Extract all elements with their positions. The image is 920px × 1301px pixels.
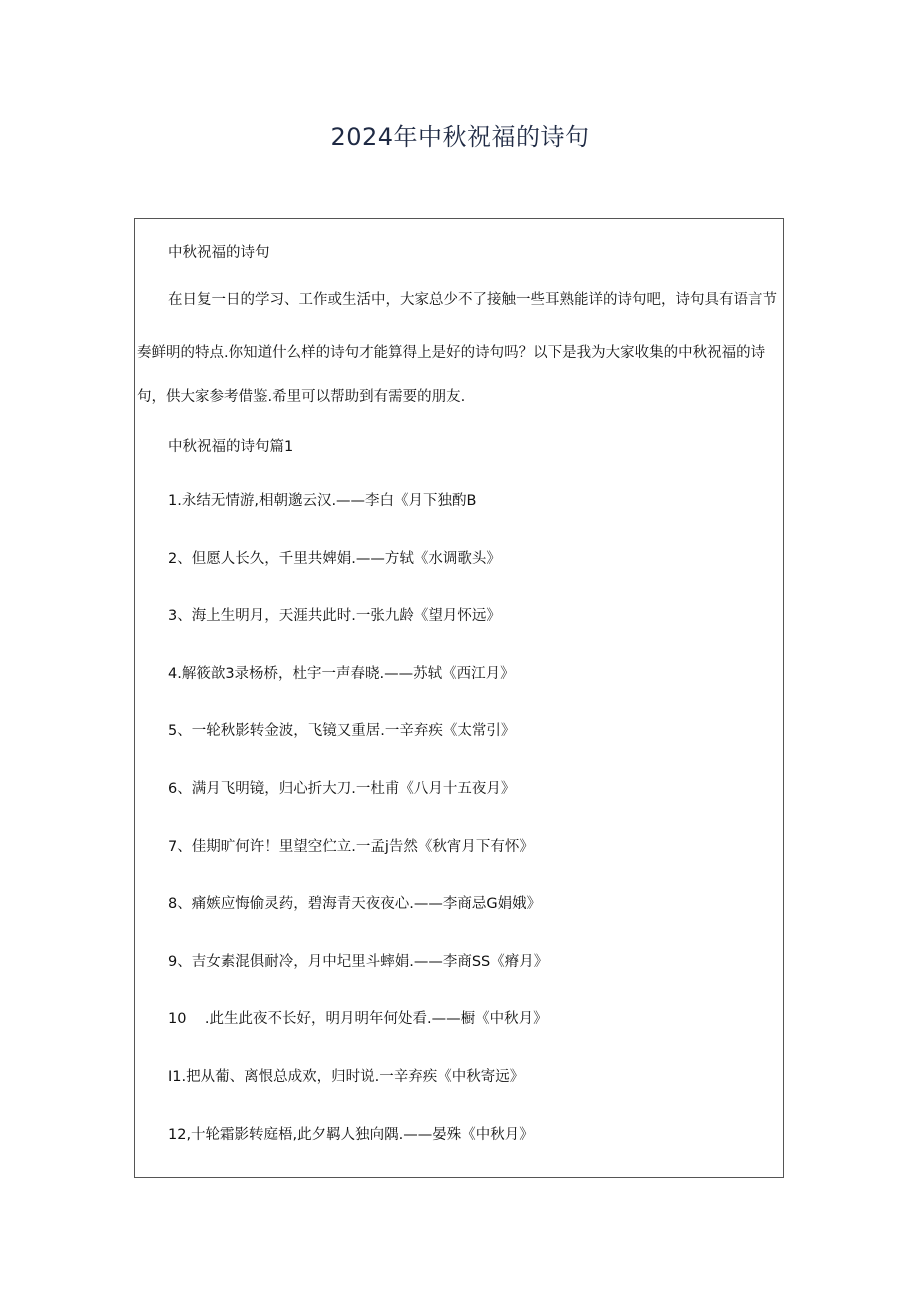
poem-line: 6、满月飞明镜，归心折大刀.一杜甫《八月十五夜月》	[168, 781, 516, 797]
poem-line: 5、一轮秋影转金波，飞镜又重居.一辛弃疾《太常引》	[168, 723, 516, 739]
content-box	[134, 218, 784, 1178]
poem-line: 4.解筱歆3录杨桥，杜宇一声春晓.——苏轼《西江月》	[168, 666, 515, 682]
intro-line-1: 在日复一日的学习、工作或生活中，大家总少不了接触一些耳熟能详的诗句吧，诗句具有语言节	[168, 292, 777, 308]
poem-line: 8、痛嫉应悔偷灵药，碧海青天夜夜心.——李商忌G娟娥》	[168, 896, 542, 912]
poem-line: 12,十轮霜影转庭梧,此夕羁人独向隅.——晏殊《中秋月》	[168, 1127, 534, 1143]
poem-line: 9、吉女素混俱耐冷，月中圮里斗蟀娟.——李商SS《瘠月》	[168, 954, 549, 970]
poem-line: 3、海上生明月，天涯共此时.一张九龄《望月怀远》	[168, 608, 501, 624]
section-heading: 中秋祝福的诗句	[168, 245, 270, 261]
poem-line: I1.把从葡、离恨总成欢，归时说.一辛弃疾《中秋寄远》	[168, 1069, 525, 1085]
poem-line: 10 .此生此夜不长好，明月明年何处看.——橱《中秋月》	[168, 1011, 548, 1027]
poem-line: 7、佳期旷何许！里望空伫立.一孟j告然《秋宵月下有怀》	[168, 839, 534, 855]
intro-line-2: 奏鲜明的特点.你知道什么样的诗句才能算得上是好的诗句吗？以下是我为大家收集的中秋祝福的诗	[137, 345, 766, 361]
poem-line: 1.永结无情游,相朝邈云汉.——李白《月下独酌B	[168, 493, 477, 509]
poem-line: 2、但愿人长久，千里共婢娟.——方轼《水调歌头》	[168, 551, 501, 567]
part-heading: 中秋祝福的诗句篇1	[168, 439, 294, 455]
page-title: 2024年中秋祝福的诗句	[330, 123, 590, 151]
intro-line-3: 句，供大家参考借鉴.希里可以帮助到有需要的朋友.	[137, 389, 466, 405]
